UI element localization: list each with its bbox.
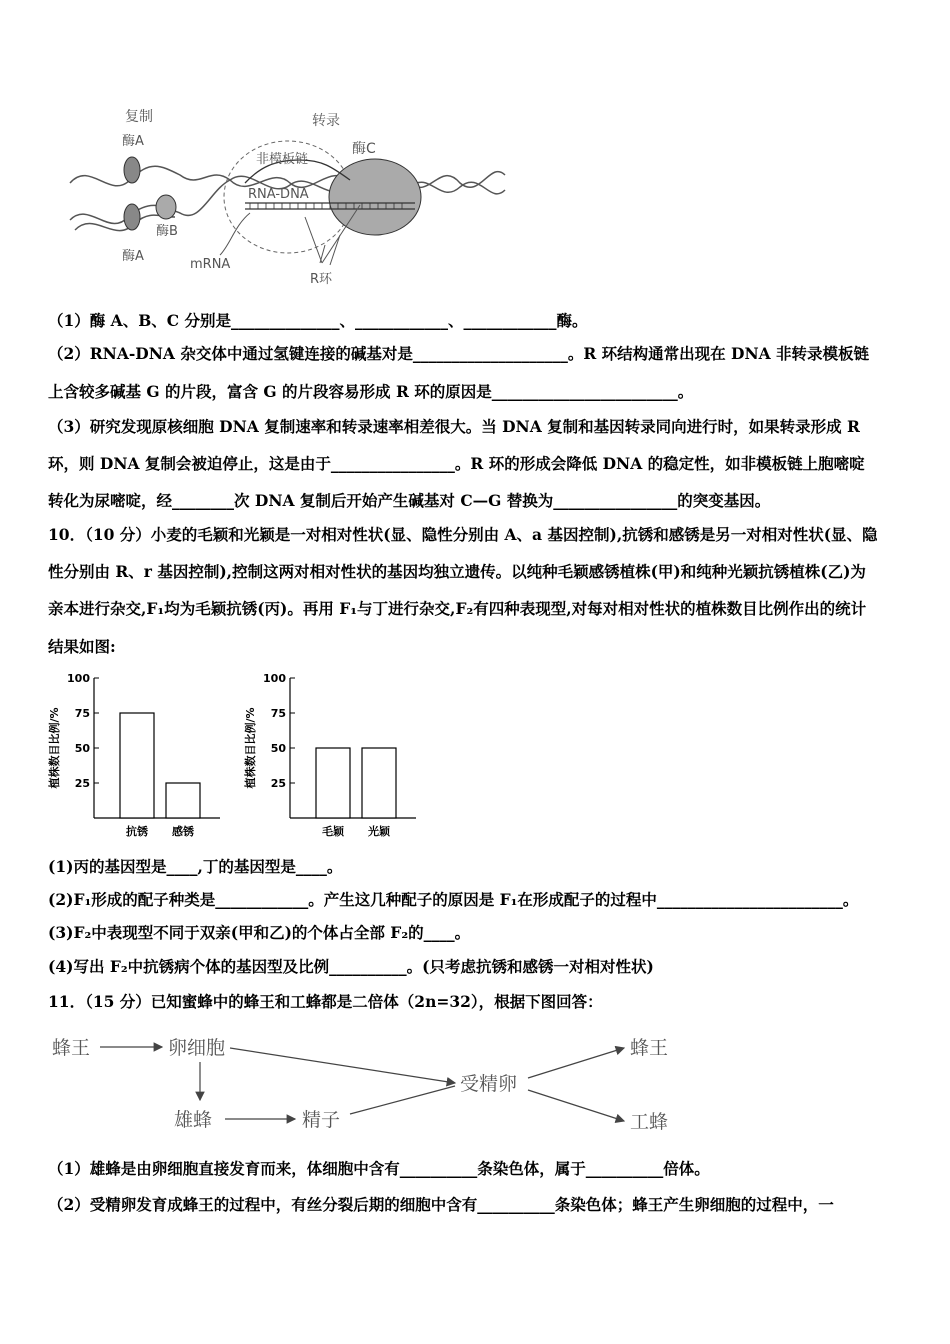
chart-bar [362, 748, 396, 818]
q11-sub1: （1）雄蜂是由卵细胞直接发育而来，体细胞中含有__________条染色体，属于__________倍体。 [48, 1159, 710, 1178]
q9-part2-line2: 上含较多碱基 G 的片段，富含 G 的片段容易形成 R 环的原因是________________________。 [48, 382, 694, 401]
q10-stem-line2: 性分别由 R、r 基因控制),控制这两对相对性状的基因均独立遗传。以纯种毛颖感锈植株(甲)和纯种光颖抗锈植株(乙)为 [48, 562, 866, 581]
q10-sub4: (4)写出 F₂中抗锈病个体的基因型及比例__________。(只考虑抗锈和感锈一对相对性状) [48, 957, 654, 976]
chart-bar [166, 783, 200, 818]
enzyme-c-shape [329, 159, 421, 235]
flow-drone: 雄蜂 [174, 1109, 213, 1131]
label-enzyme-a-bottom: 酶A [122, 249, 144, 264]
chart-bar [316, 748, 350, 818]
chart-ytick-label: 75 [74, 707, 90, 720]
flow-worker: 工蜂 [630, 1111, 669, 1133]
label-transcription: 转录 [312, 113, 340, 129]
enzyme-a-bottom-shape [124, 204, 140, 230]
chart-ytick-label: 25 [74, 777, 90, 790]
q9-part2-line1: （2）RNA-DNA 杂交体中通过氢键连接的碱基对是____________________。R 环结构通常出现在 DNA 非转录模板链 [48, 344, 870, 363]
flow-sperm: 精子 [302, 1109, 341, 1131]
q9-part3-line3: 转化为尿嘧啶，经________次 DNA 复制后开始产生碱基对 C—G 替换为________________的突变基因。 [48, 491, 771, 510]
label-r-loop: R环 [310, 272, 333, 287]
chart-category-label: 抗锈 [126, 825, 148, 838]
q10-stem-line3: 亲本进行杂交,F₁均为毛颖抗锈(丙)。再用 F₁与丁进行杂交,F₂有四种表现型,对每对相对性状的植株数目比例作出的统计 [48, 599, 867, 618]
bee-flow-diagram [50, 1028, 690, 1140]
label-enzyme-a-top: 酶A [122, 134, 144, 149]
q10-sub2: (2)F₁形成的配子种类是____________。产生这几种配子的原因是 F₁在形成配子的过程中________________________。 [48, 890, 859, 909]
chart-ytick-label: 50 [74, 742, 90, 755]
flow-egg: 卵细胞 [168, 1037, 226, 1059]
chart-bar [120, 713, 154, 818]
q11-stem: 11．（15 分）已知蜜蜂中的蜂王和工蜂都是二倍体（2n=32），根据下图回答： [48, 992, 603, 1011]
label-rna-dna: RNA-DNA [248, 187, 309, 202]
chart-ytick-label: 100 [263, 672, 286, 685]
chart-category-label: 毛颖 [322, 825, 344, 838]
chart-ytick-label: 50 [270, 742, 286, 755]
chart-ylabel: 植株数目比例/% [48, 707, 61, 789]
chart-rust-resistance [44, 668, 229, 846]
label-mrna: mRNA [190, 257, 231, 272]
chart-glume-hair [240, 668, 425, 846]
flow-zygote: 受精卵 [460, 1073, 518, 1095]
chart-ylabel: 植株数目比例/% [244, 707, 257, 789]
q10-stem-line4: 结果如图: [48, 637, 116, 656]
enzyme-b-shape [156, 195, 176, 219]
enzyme-a-top-shape [124, 157, 140, 183]
label-non-template: 非模板链 [256, 152, 309, 167]
q10-sub1: (1)丙的基因型是____,丁的基因型是____。 [48, 857, 343, 876]
q9-part3-line1: （3）研究发现原核细胞 DNA 复制速率和转录速率相差很大。当 DNA 复制和基因转录同向进行时，如果转录形成 R [48, 417, 860, 436]
dna-figure [60, 105, 520, 290]
chart-category-label: 光颖 [368, 825, 390, 838]
chart-ytick-label: 25 [270, 777, 286, 790]
q10-stem-line1: 10．（10 分）小麦的毛颖和光颖是一对相对性状(显、隐性分别由 A、a 基因控制),抗锈和感锈是另一对相对性状(显、隐 [48, 525, 878, 544]
label-replication: 复制 [125, 109, 153, 125]
chart-category-label: 感锈 [172, 825, 194, 838]
q11-sub2: （2）受精卵发育成蜂王的过程中，有丝分裂后期的细胞中含有__________条染色体；蜂王产生卵细胞的过程中，一 [48, 1195, 834, 1214]
chart-ytick-label: 100 [67, 672, 90, 685]
label-enzyme-c: 酶C [352, 141, 376, 157]
q10-sub3: (3)F₂中表现型不同于双亲(甲和乙)的个体占全部 F₂的____。 [48, 923, 471, 942]
label-enzyme-b: 酶B [156, 224, 178, 239]
q9-part3-line2: 环，则 DNA 复制会被迫停止，这是由于________________。R 环的形成会降低 DNA 的稳定性，如非模板链上胞嘧啶 [48, 454, 865, 473]
flow-queen-right: 蜂王 [630, 1037, 669, 1059]
flow-queen-left: 蜂王 [52, 1037, 91, 1059]
chart-ytick-label: 75 [270, 707, 286, 720]
q9-part1: （1）酶 A、B、C 分别是______________、____________、____________酶。 [48, 311, 588, 330]
